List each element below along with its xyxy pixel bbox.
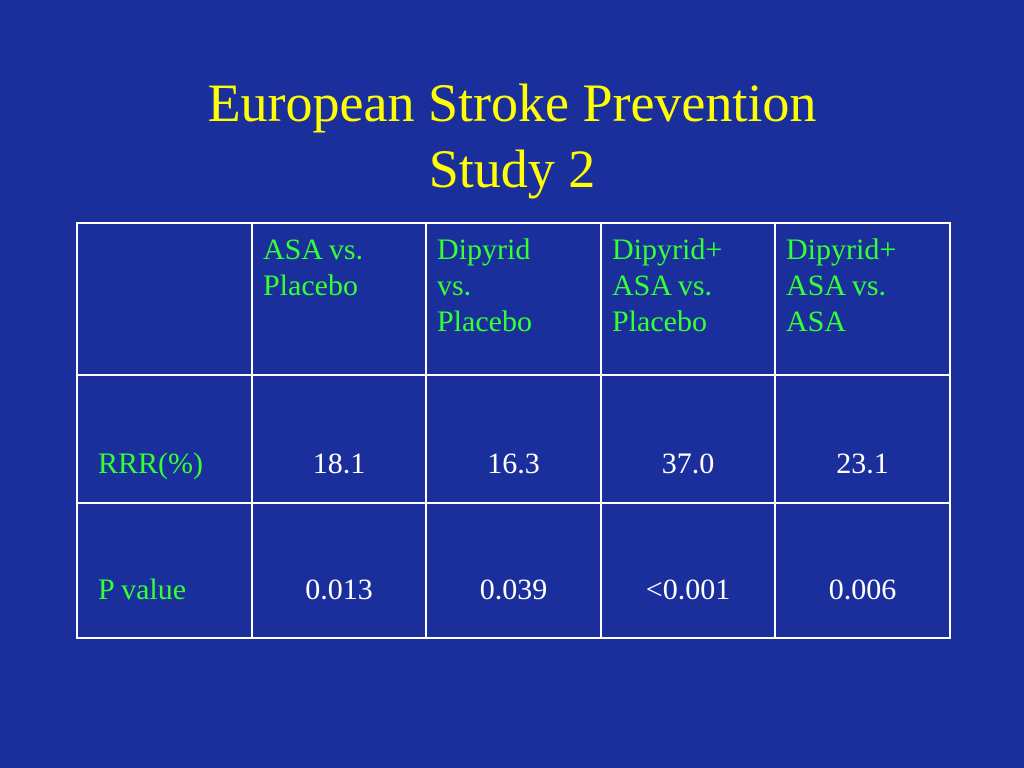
- table-header-row: [77, 223, 950, 375]
- table-cell: [252, 375, 426, 503]
- header-text: ASA vs.: [612, 269, 713, 302]
- row-label: P value: [98, 573, 187, 606]
- header-cell-empty: [77, 223, 252, 375]
- table-cell: [426, 503, 601, 638]
- table-cell: [601, 375, 775, 503]
- header-cell-dipyrid-vs-placebo: [426, 223, 601, 375]
- table-cell: [601, 503, 775, 638]
- title-line-1: European Stroke Prevention: [207, 73, 817, 133]
- row-label-cell: [77, 375, 252, 503]
- header-text: ASA vs.: [786, 269, 887, 302]
- cell-value: 18.1: [312, 447, 366, 480]
- header-text: Placebo: [437, 305, 532, 338]
- results-table: [76, 222, 951, 639]
- header-text: Dipyrid+: [612, 233, 723, 266]
- table-cell: [252, 503, 426, 638]
- cell-value: 0.013: [305, 573, 373, 606]
- row-label: RRR(%): [98, 447, 203, 480]
- table-row: [77, 375, 950, 503]
- row-label-cell: [77, 503, 252, 638]
- table-cell: [775, 375, 950, 503]
- cell-value: 37.0: [661, 447, 715, 480]
- table-row: [77, 503, 950, 638]
- header-text: Dipyrid+: [786, 233, 897, 266]
- slide-title: [0, 70, 1024, 202]
- cell-value: <0.001: [645, 573, 731, 606]
- header-text: Placebo: [612, 305, 707, 338]
- cell-value: 0.039: [479, 573, 548, 606]
- cell-value: 23.1: [836, 447, 889, 480]
- header-text: vs.: [437, 269, 472, 302]
- cell-value: 0.006: [828, 573, 897, 606]
- table-cell: [426, 375, 601, 503]
- title-line-2: Study 2: [428, 139, 596, 199]
- table-cell: [775, 503, 950, 638]
- header-cell-dipyrid-asa-vs-asa: [775, 223, 950, 375]
- cell-value: 16.3: [487, 447, 540, 480]
- header-text: Dipyrid: [437, 233, 531, 266]
- header-cell-dipyrid-asa-vs-placebo: [601, 223, 775, 375]
- header-text: ASA: [786, 305, 847, 338]
- header-text: ASA vs.: [263, 233, 364, 266]
- header-cell-asa-vs-placebo: [252, 223, 426, 375]
- header-text: Placebo: [263, 269, 358, 302]
